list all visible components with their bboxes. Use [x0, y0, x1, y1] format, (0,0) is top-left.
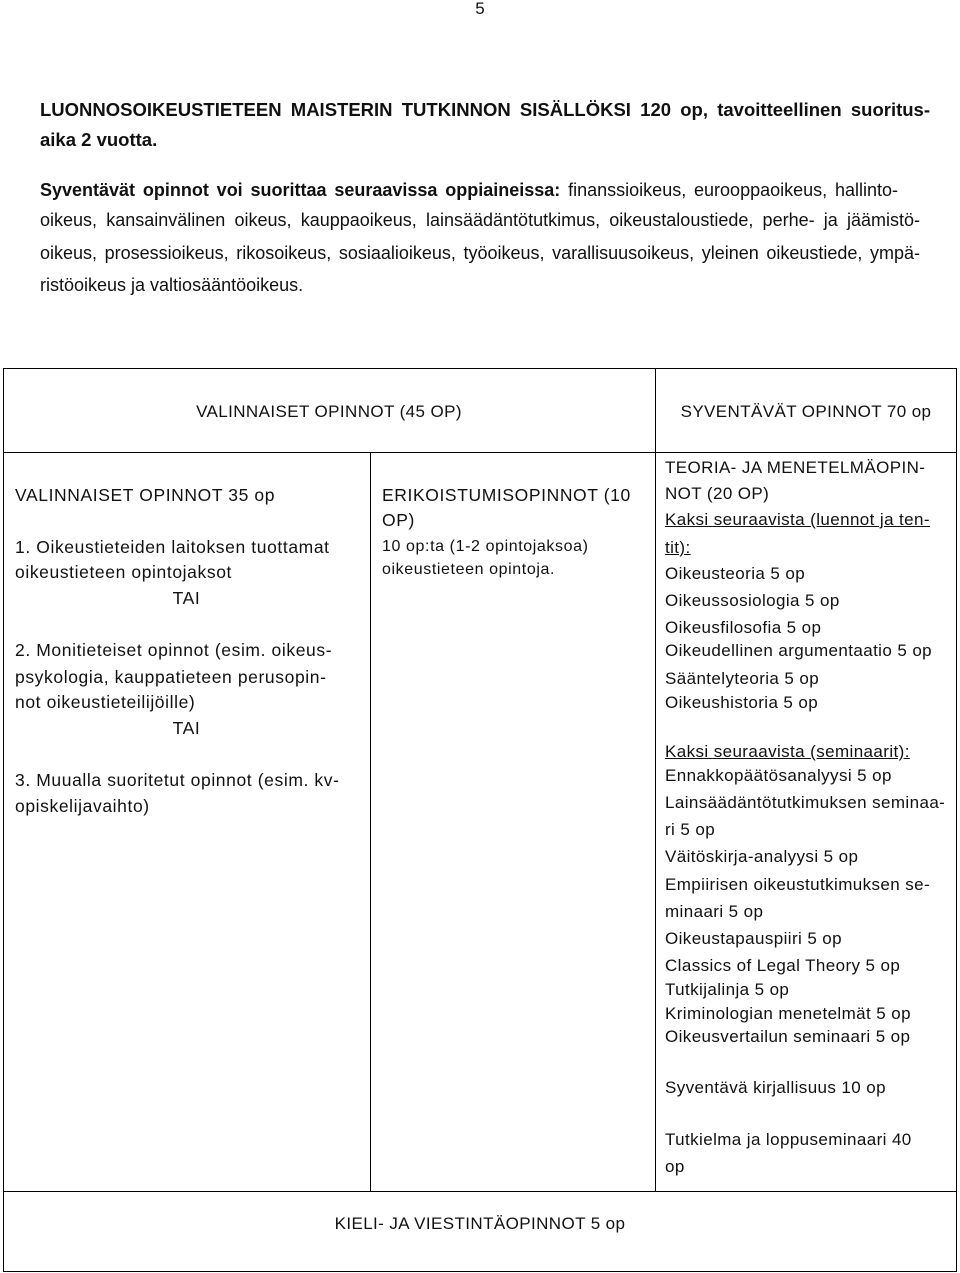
- intro-line-3: oikeus, prosessioikeus, rikosoikeus, sosiaalioikeus, työoikeus, varallisuusoikeus, yleinen oikeustiede, ympä-: [40, 243, 920, 263]
- lecture-course: Sääntelyteoria 5 op: [665, 669, 820, 688]
- option-1-line: oikeustieteen opintojaksot: [15, 562, 232, 582]
- literature-item: Syventävä kirjallisuus 10 op: [665, 1078, 886, 1097]
- seminar-course-line: Ennakkopäätösanalyysi 5 op: [665, 766, 892, 785]
- seminars-note: Kaksi seuraavista (seminaarit):: [665, 742, 910, 761]
- header-syventavat-opinnot: SYVENTÄVÄT OPINNOT 70 op: [680, 402, 932, 421]
- option-2-line: not oikeustieteilijöille): [15, 692, 196, 712]
- lecture-course: Oikeusteoria 5 op: [665, 564, 806, 583]
- seminar-course-line: Empiirisen oikeustutkimuksen se-: [665, 875, 931, 894]
- intro-line-4: ristöoikeus ja valtiosääntöoikeus.: [40, 275, 304, 295]
- document-title-line-1: LUONNOSOIKEUSTIETEEN MAISTERIN TUTKINNON SISÄLLÖKSI 120 op, tavoitteellinen suoritus-: [40, 99, 930, 120]
- teoria-heading-line: NOT (20 OP): [665, 484, 770, 503]
- seminar-course-line: Oikeusvertailun seminaari 5 op: [665, 1027, 911, 1046]
- option-3-line: opiskelijavaihto): [15, 796, 150, 816]
- table-header-divider: [3, 452, 957, 453]
- intro-line-2: oikeus, kansainvälinen oikeus, kauppaoikeus, lainsäädäntötutkimus, oikeustaloustiede, perhe- ja jäämistö-: [40, 210, 920, 230]
- lectures-note-line: tit):: [665, 538, 691, 557]
- or-separator: TAI: [172, 718, 201, 738]
- option-2-line: 2. Monitieteiset opinnot (esim. oikeus-: [15, 640, 333, 660]
- seminar-course-line: Classics of Legal Theory 5 op: [665, 956, 901, 975]
- seminar-course-line: Väitöskirja-analyysi 5 op: [665, 847, 859, 866]
- teoria-heading-line: TEORIA- JA MENETELMÄOPIN-: [665, 458, 926, 477]
- lecture-course: Oikeussosiologia 5 op: [665, 591, 840, 610]
- lectures-note-line: Kaksi seuraavista (luennot ja ten-: [665, 510, 930, 529]
- lecture-course: Oikeudellinen argumentaatio 5 op: [665, 641, 933, 660]
- table-border-top: [3, 368, 957, 369]
- footer-kieli-viestinta: KIELI- JA VIESTINTÄOPINNOT 5 op: [334, 1214, 626, 1233]
- table-border-right: [956, 368, 957, 1272]
- lecture-course: Oikeushistoria 5 op: [665, 693, 819, 712]
- thesis-item-line: op: [665, 1157, 685, 1176]
- or-separator: TAI: [172, 588, 201, 608]
- thesis-item-line: Tutkielma ja loppuseminaari 40: [665, 1130, 912, 1149]
- erikoistumis-description-line: 10 op:ta (1-2 opintojaksoa): [382, 538, 589, 555]
- page-number: 5: [475, 0, 485, 18]
- option-3-line: 3. Muualla suoritetut opinnot (esim. kv-: [15, 770, 340, 790]
- intro-line-1-rest: finanssioikeus, eurooppaoikeus, hallinto-: [568, 180, 898, 200]
- seminar-course-line: minaari 5 op: [665, 902, 764, 921]
- seminar-course-line: Kriminologian menetelmät 5 op: [665, 1004, 911, 1023]
- erikoistumis-description-line: oikeustieteen opintoja.: [382, 561, 556, 578]
- option-2-line: psykologia, kauppatieteen perusopin-: [15, 667, 327, 687]
- intro-lead: Syventävät opinnot voi suorittaa seuraavissa oppiaineissa:: [40, 180, 561, 200]
- seminar-course-line: Lainsäädäntötutkimuksen seminaa-: [665, 793, 946, 812]
- table-border-left: [3, 368, 4, 1272]
- intro-line-1: [40, 175, 898, 205]
- valinnaiset-35-heading: VALINNAISET OPINNOT 35 op: [15, 485, 276, 505]
- erikoistumis-heading-line: OP): [382, 510, 415, 530]
- seminar-course-line: Tutkijalinja 5 op: [665, 980, 790, 999]
- table-column-divider-1: [370, 452, 371, 1191]
- header-valinnaiset-opinnot: VALINNAISET OPINNOT (45 OP): [196, 402, 462, 421]
- seminar-course-line: Oikeustapauspiiri 5 op: [665, 929, 843, 948]
- table-border-bottom: [3, 1271, 957, 1272]
- lecture-course: Oikeusfilosofia 5 op: [665, 618, 822, 637]
- erikoistumis-heading-line: ERIKOISTUMISOPINNOT (10: [382, 485, 631, 505]
- table-column-divider-2: [655, 368, 656, 1191]
- document-title-line-2: aika 2 vuotta.: [40, 129, 158, 150]
- option-1-line: 1. Oikeustieteiden laitoksen tuottamat: [15, 537, 330, 557]
- seminar-course-line: ri 5 op: [665, 820, 716, 839]
- table-footer-divider: [3, 1191, 957, 1192]
